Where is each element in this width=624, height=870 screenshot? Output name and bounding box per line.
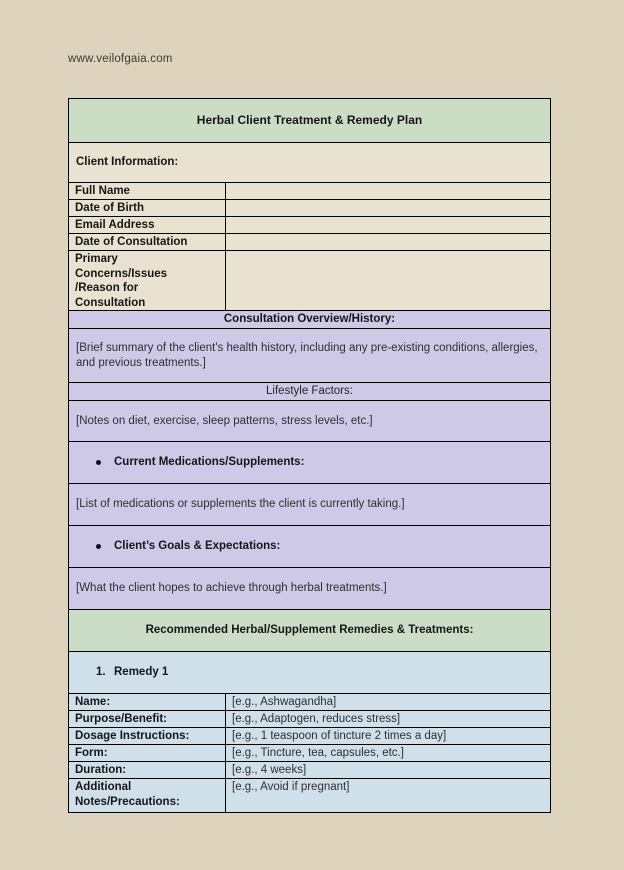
date-of-birth-label-cell <box>69 200 226 216</box>
remedy-form-label-cell <box>69 745 226 761</box>
remedy-duration-placeholder: [e.g., 4 weeks] <box>232 763 307 776</box>
medications-placeholder[interactable]: [List of medications or supplements the client is currently taking.] <box>76 498 405 510</box>
date-of-birth-field[interactable] <box>226 200 550 216</box>
primary-concerns-label-cell <box>69 251 226 310</box>
remedy1-number: 1. <box>96 666 106 678</box>
table-title-row <box>69 99 550 143</box>
remedy-dosage-placeholder: [e.g., 1 teaspoon of tincture 2 times a day] <box>232 729 447 742</box>
medications-heading: Current Medications/Supplements: <box>114 456 305 468</box>
consultation-summary-row <box>69 329 550 383</box>
remedy-name-label: Name: <box>75 695 111 708</box>
date-of-consultation-label-cell <box>69 234 226 250</box>
table-row <box>69 251 550 311</box>
lifestyle-notes-row <box>69 401 550 442</box>
table-row <box>69 200 550 217</box>
remedy-dosage-label: Dosage Instructions: <box>75 729 190 742</box>
table-row <box>69 711 550 728</box>
table-row <box>69 183 550 200</box>
table-row <box>69 728 550 745</box>
email-address-label-cell <box>69 217 226 233</box>
bullet-icon <box>96 460 101 465</box>
goals-placeholder[interactable]: [What the client hopes to achieve through herbal treatments.] <box>76 582 387 594</box>
full-name-label-cell <box>69 183 226 199</box>
lifestyle-heading: Lifestyle Factors: <box>266 385 353 397</box>
remedy-purpose-field[interactable] <box>226 711 550 727</box>
remedy-dosage-field[interactable] <box>226 728 550 744</box>
lifestyle-heading-row <box>69 383 550 401</box>
remedy-notes-label-cell <box>69 779 226 812</box>
treatment-plan-table <box>68 98 551 813</box>
bullet-icon <box>96 544 101 549</box>
table-row <box>69 234 550 251</box>
remedy-form-label: Form: <box>75 746 108 759</box>
remedy-name-field[interactable] <box>226 694 550 710</box>
remedy-notes-placeholder: [e.g., Avoid if pregnant] <box>232 781 350 793</box>
primary-concerns-label: Primary Concerns/Issues /Reason for Consultation <box>75 253 168 309</box>
remedy-duration-label: Duration: <box>75 763 127 776</box>
goals-heading: Client’s Goals & Expectations: <box>114 540 281 552</box>
remedy-duration-label-cell <box>69 762 226 778</box>
remedy-duration-field[interactable] <box>226 762 550 778</box>
medications-heading-row <box>69 442 550 484</box>
email-address-field[interactable] <box>226 217 550 233</box>
email-address-label: Email Address <box>75 218 155 231</box>
lifestyle-notes-placeholder[interactable]: [Notes on diet, exercise, sleep patterns, stress levels, etc.] <box>76 414 373 427</box>
goals-text-row <box>69 568 550 610</box>
table-row <box>69 745 550 762</box>
remedy-notes-label: Additional Notes/Precautions: <box>75 781 180 808</box>
remedy-purpose-label: Purpose/Benefit: <box>75 712 168 725</box>
consultation-heading-row <box>69 311 550 329</box>
date-of-birth-label: Date of Birth <box>75 201 144 214</box>
remedy-notes-field[interactable] <box>226 779 550 812</box>
goals-heading-row <box>69 526 550 568</box>
remedies-heading: Recommended Herbal/Supplement Remedies & Treatments: <box>145 624 474 636</box>
medications-list-row <box>69 484 550 526</box>
client-info-heading: Client Information: <box>76 156 179 168</box>
table-row <box>69 694 550 711</box>
remedy-purpose-label-cell <box>69 711 226 727</box>
table-row <box>69 762 550 779</box>
remedies-heading-row <box>69 610 550 652</box>
table-row <box>69 779 550 812</box>
remedy-dosage-label-cell <box>69 728 226 744</box>
primary-concerns-field[interactable] <box>226 251 550 310</box>
date-of-consultation-label: Date of Consultation <box>75 235 188 248</box>
remedy-purpose-placeholder: [e.g., Adaptogen, reduces stress] <box>232 712 401 725</box>
remedy1-title-row <box>69 652 550 694</box>
full-name-label: Full Name <box>75 184 130 197</box>
date-of-consultation-field[interactable] <box>226 234 550 250</box>
remedy-name-placeholder: [e.g., Ashwagandha] <box>232 695 337 708</box>
full-name-field[interactable] <box>226 183 550 199</box>
consultation-summary-placeholder[interactable]: [Brief summary of the client's health history, including any pre-existing conditions, allergies, and previous treatments.] <box>76 341 538 369</box>
table-title: Herbal Client Treatment & Remedy Plan <box>196 113 423 127</box>
remedy-form-field[interactable] <box>226 745 550 761</box>
consultation-heading: Consultation Overview/History: <box>223 313 396 325</box>
remedy-form-placeholder: [e.g., Tincture, tea, capsules, etc.] <box>232 746 404 759</box>
remedy1-title: Remedy 1 <box>114 666 169 678</box>
table-row <box>69 217 550 234</box>
client-info-heading-row <box>69 143 550 183</box>
site-url: www.veilofgaia.com <box>68 53 173 65</box>
remedy-name-label-cell <box>69 694 226 710</box>
